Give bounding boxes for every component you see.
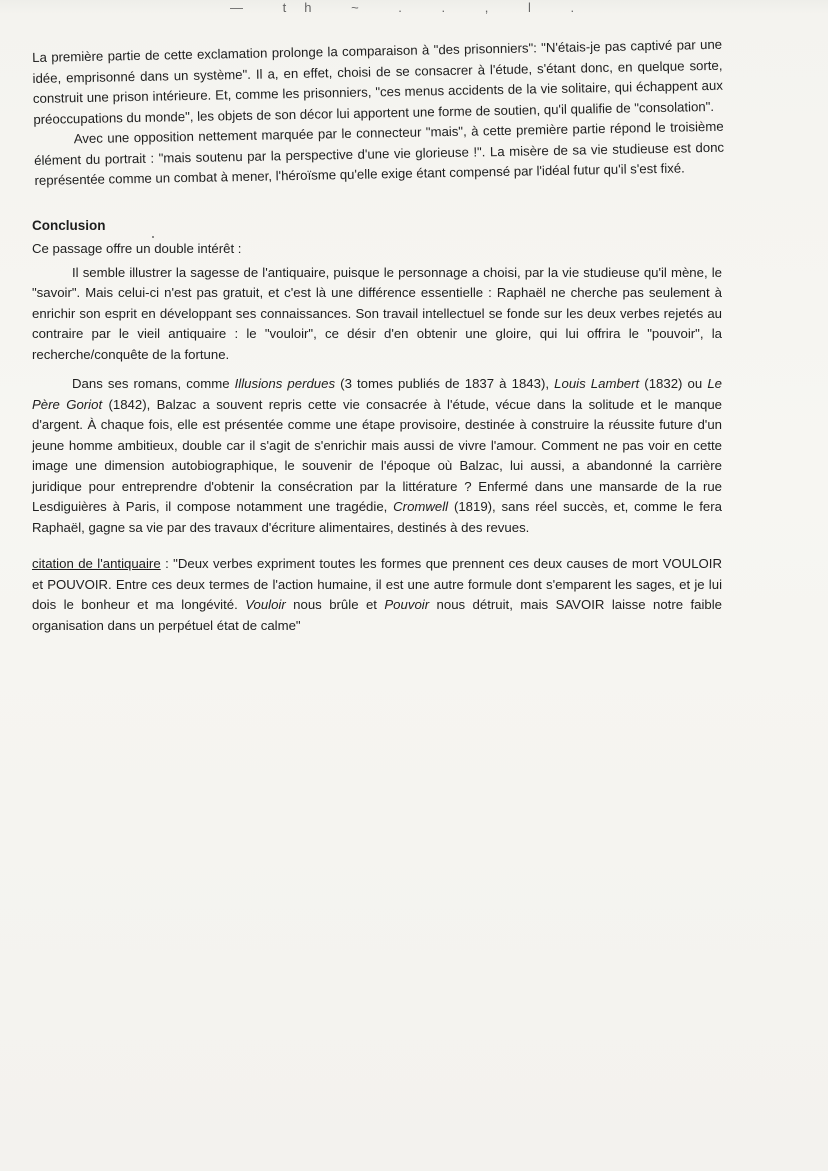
citation-text-3: nous détruit, mais SAVOIR laisse notre faible organisation dans un perpétuel état de calme" <box>32 597 723 633</box>
top-handwritten-marks: — th ~ . . , l . <box>230 0 593 15</box>
citation-vouloir: Vouloir <box>245 597 286 612</box>
title-cromwell: Cromwell <box>393 499 449 514</box>
paragraph-novels <box>32 374 722 538</box>
citation-paragraph <box>32 554 722 636</box>
citation-text-1: : "Deux verbes expriment toutes les formes que prennent ces deux causes de mort VOULOIR et POUVOIR. Entre ces deux termes de l'action humaine, il est une autre formule dont s'emparent les sages, et je lui dois le bonheur et ma longévité. <box>32 556 722 612</box>
novels-text-5: (1819), sans réel succès, et, comme le fera Raphaël, gagne sa vie par des travaux d'écriture alimentaires, destinés à des revues. <box>32 499 722 535</box>
citation-text-2: nous brûle et <box>285 597 385 612</box>
novels-text-2: (3 tomes publiés de 1837 à 1843), <box>335 376 555 391</box>
title-louis-lambert: Louis Lambert <box>554 376 640 391</box>
citation-label: citation de l'antiquaire <box>32 556 161 571</box>
paragraph-opposition: Avec une opposition nettement marquée par le connecteur "mais", à cette première partie répond le troisième élément du portrait : "mais soutenu par la perspective d'une vie glorieuse !". La misère de sa vie studieuse est donc représentée comme un combat à mener, l'héroïsme qu'elle exige étant compensé par l'idéal futur qu'il s'est fixé. <box>34 118 725 188</box>
novels-text-3: (1832) ou <box>639 376 708 391</box>
document-content <box>32 36 725 636</box>
novels-text-4: (1842), Balzac a souvent repris cette vie consacrée à l'étude, vécue dans la solitude et le manque d'argent. À chaque fois, elle est présentée comme une étape provisoire, destinée à construire la réussite future d'un jeune homme ambitieux, double car il s'agit de s'enrichir mais aussi de vivre l'amour. Comment ne pas voir en cette image une dimension autobiographique, le souvenir de l'époque où Balzac, lui aussi, a abandonné la carrière juridique pour entreprendre d'obtenir la consécration par la littérature ? Enfermé dans une mansarde de la rue Lesdiguières à Paris, il compose notamment une tragédie, <box>32 396 722 514</box>
conclusion-intro: Ce passage offre un double intérêt : <box>32 241 242 256</box>
paragraph-prisoners: La première partie de cette exclamation prolonge la comparaison à "des prisonniers": "N'étais-je pas captivé par une idée, emprisonné dans un système". Il a, en effet, choisi de se consacrer à l'étude, s'étant donc, en quelque sorte, construit une prison intérieure. Et, comme les prisonniers, "ces menus accidents de la vie solitaire, qui échappent aux préoccupations du monde", les objets de son décor lui apportent une forme de soutien, qu'il qualifie de "consolation". <box>32 36 723 127</box>
title-illusions-perdues: Illusions perdues <box>234 376 336 391</box>
analysis-section <box>32 35 725 192</box>
conclusion-heading: Conclusion <box>32 217 106 233</box>
title-pere-goriot: Le Père Goriot <box>32 376 722 412</box>
novels-text-1: Dans ses romans, comme <box>72 376 235 391</box>
citation-pouvoir: Pouvoir <box>384 597 430 612</box>
paragraph-wisdom: Il semble illustrer la sagesse de l'antiquaire, puisque le personnage a choisi, par la vie studieuse qu'il mène, le "savoir". Mais celui-ci n'est pas gratuit, et c'est là une différence essentielle : Raphaël ne cherche pas seulement à enrichir son esprit en développant ses connaissances. Son travail intellectuel se fonde sur les deux verbes rejetés au contraire par le vieil antiquaire : le "vouloir", ce désir d'en obtenir une gloire, qui lui offrira le "pouvoir", la recherche/conquête de la fortune. <box>32 264 722 362</box>
